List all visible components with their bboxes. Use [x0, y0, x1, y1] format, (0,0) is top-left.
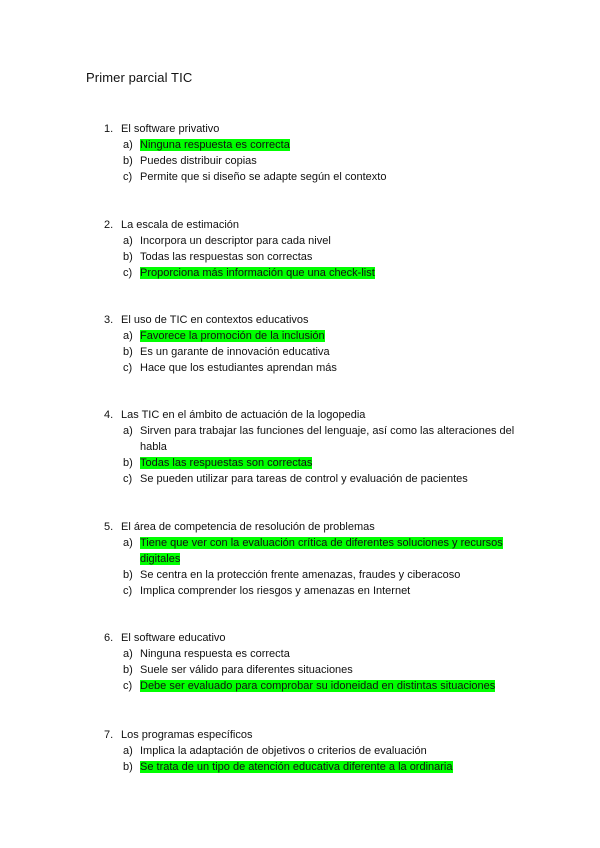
option-text-correct: [140, 328, 520, 344]
option-letter: a): [123, 648, 133, 660]
option-letter: c): [123, 585, 133, 597]
question-number: 1.: [104, 123, 114, 135]
option-text-correct: [140, 535, 520, 567]
question-1: [0, 121, 600, 185]
question-number: 4.: [104, 409, 114, 421]
answer-option: [0, 360, 600, 376]
option-letter: b): [123, 761, 133, 773]
question-text: Las TIC en el ámbito de actuación de la logopedia: [121, 409, 366, 421]
option-letter: a): [123, 139, 133, 151]
correct-answer-highlight: Favorece la promoción de la inclusión: [140, 330, 325, 342]
question-number: 3.: [104, 314, 114, 326]
answer-option: [0, 646, 600, 662]
answer-option: [0, 153, 600, 169]
answer-option: [0, 455, 600, 471]
answer-option: [0, 743, 600, 759]
answer-option: [0, 583, 600, 599]
question-number: 5.: [104, 521, 114, 533]
question-text: La escala de estimación: [121, 219, 240, 231]
option-letter: a): [123, 537, 133, 549]
question-text: El uso de TIC en contextos educativos: [121, 314, 309, 326]
question-line: [0, 312, 600, 328]
option-letter: a): [123, 425, 133, 437]
answer-option: [0, 344, 600, 360]
question-line: [0, 630, 600, 646]
option-text: Es un garante de innovación educativa: [140, 346, 330, 358]
option-text: Permite que si diseño se adapte según el contexto: [140, 171, 387, 183]
question-text: El área de competencia de resolución de problemas: [121, 521, 375, 533]
question-3: [0, 312, 600, 376]
option-text: Todas las respuestas son correctas: [140, 251, 313, 263]
correct-answer-highlight: Todas las respuestas son correctas: [140, 457, 313, 469]
answer-option: [0, 249, 600, 265]
option-text-correct: [140, 265, 520, 281]
option-text-correct: [140, 455, 520, 471]
correct-answer-highlight: Proporciona más información que una check-list: [140, 267, 375, 279]
option-letter: c): [123, 473, 133, 485]
option-letter: c): [123, 171, 133, 183]
option-letter: c): [123, 680, 133, 692]
answer-option: [0, 471, 600, 487]
option-text: Se pueden utilizar para tareas de control y evaluación de pacientes: [140, 473, 468, 485]
answer-option: [0, 759, 600, 775]
question-line: [0, 519, 600, 535]
option-letter: c): [123, 267, 133, 279]
correct-answer-highlight: Debe ser evaluado para comprobar su idoneidad en distintas situaciones: [140, 680, 496, 692]
option-text-correct: [140, 759, 520, 775]
question-number: 2.: [104, 219, 114, 231]
question-2: [0, 217, 600, 281]
option-text: Suele ser válido para diferentes situaciones: [140, 664, 353, 676]
option-text: Sirven para trabajar las funciones del lenguaje, así como las alteraciones del habla: [140, 425, 515, 453]
option-letter: b): [123, 457, 133, 469]
question-line: [0, 727, 600, 743]
option-text: Implica comprender los riesgos y amenazas en Internet: [140, 585, 411, 597]
option-text: Hace que los estudiantes aprendan más: [140, 362, 337, 374]
option-text-correct: [140, 137, 520, 153]
answer-option: [0, 137, 600, 153]
correct-answer-highlight: Tiene que ver con la evaluación crítica de diferentes soluciones y recursos digitales: [140, 537, 503, 565]
option-letter: a): [123, 330, 133, 342]
option-letter: a): [123, 745, 133, 757]
question-text: Los programas específicos: [121, 729, 253, 741]
answer-option: [0, 423, 600, 455]
question-line: [0, 121, 600, 137]
option-text: Implica la adaptación de objetivos o criterios de evaluación: [140, 745, 427, 757]
question-5: [0, 519, 600, 599]
page-title: Primer parcial TIC: [86, 70, 193, 85]
option-letter: b): [123, 346, 133, 358]
option-text: Ninguna respuesta es correcta: [140, 648, 290, 660]
option-text: Se centra en la protección frente amenazas, fraudes y ciberacoso: [140, 569, 461, 581]
option-text: Puedes distribuir copias: [140, 155, 257, 167]
answer-option: [0, 662, 600, 678]
option-text-correct: [140, 678, 520, 694]
correct-answer-highlight: Ninguna respuesta es correcta: [140, 139, 290, 151]
option-letter: b): [123, 569, 133, 581]
option-letter: b): [123, 155, 133, 167]
answer-option: [0, 265, 600, 281]
answer-option: [0, 169, 600, 185]
option-text: Incorpora un descriptor para cada nivel: [140, 235, 331, 247]
option-letter: b): [123, 664, 133, 676]
question-number: 7.: [104, 729, 114, 741]
answer-option: [0, 535, 600, 567]
question-7: [0, 727, 600, 775]
option-letter: b): [123, 251, 133, 263]
answer-option: [0, 567, 600, 583]
correct-answer-highlight: Se trata de un tipo de atención educativa diferente a la ordinaria: [140, 761, 453, 773]
answer-option: [0, 328, 600, 344]
question-line: [0, 217, 600, 233]
option-letter: c): [123, 362, 133, 374]
answer-option: [0, 678, 600, 694]
question-6: [0, 630, 600, 694]
answer-option: [0, 233, 600, 249]
question-number: 6.: [104, 632, 114, 644]
question-4: [0, 407, 600, 487]
question-text: El software educativo: [121, 632, 226, 644]
question-text: El software privativo: [121, 123, 220, 135]
question-line: [0, 407, 600, 423]
option-letter: a): [123, 235, 133, 247]
